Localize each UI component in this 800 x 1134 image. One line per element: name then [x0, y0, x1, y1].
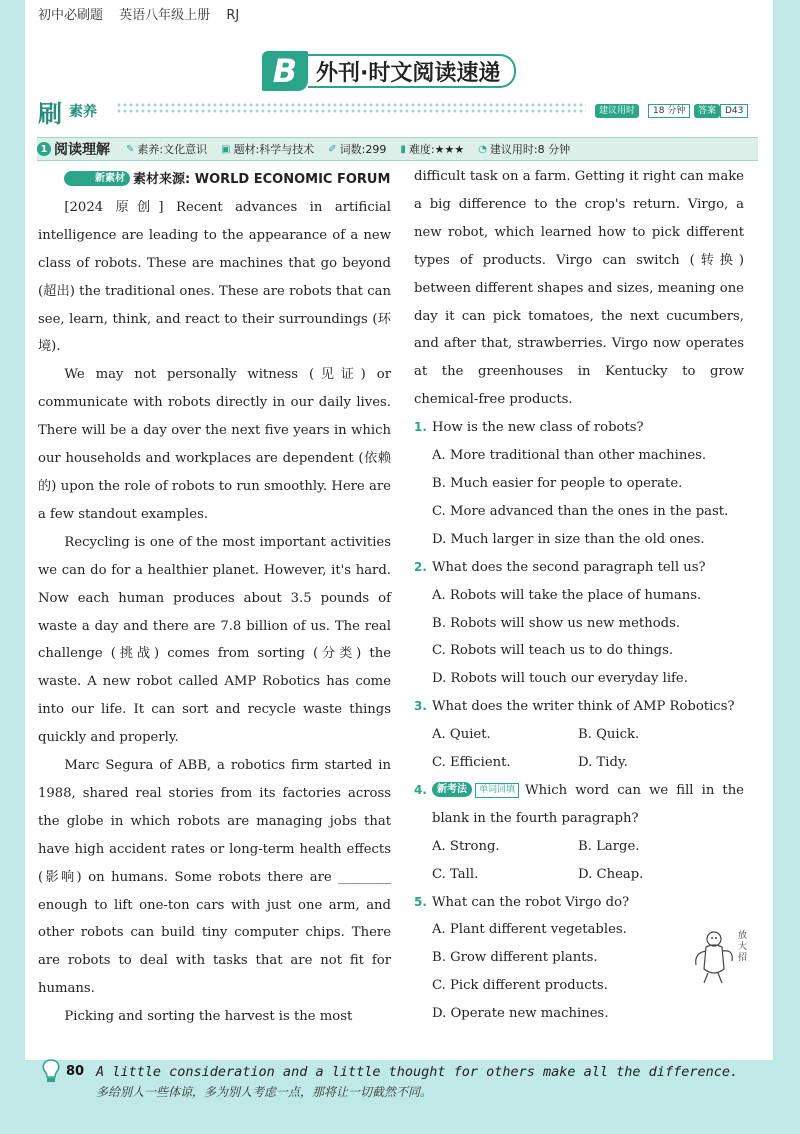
- paragraph-5-end: difficult task on a farm. Getting it right can make a big difference to the crop's return. Virgo, a new robot, which learned how to pick different types of products. Virgo can switch (转换) between different shapes and sizes, meaning one day it can pick tomatoes, the next cucumbers, and after that, strawberries. Virgo now operates at the greenhouses in Kentucky to grow chemical-free products.: [414, 169, 744, 408]
- question-number: 3.: [414, 699, 427, 714]
- option-row: [414, 749, 744, 777]
- question-number: 1.: [414, 420, 427, 435]
- option: A. More traditional than other machines.: [432, 448, 707, 464]
- answer-tag: 答案: [694, 104, 720, 118]
- info-time-text: 建议用时:8 分钟: [489, 143, 571, 156]
- option: B. Much easier for people to operate.: [432, 475, 683, 491]
- option: B. Robots will show us new methods.: [432, 615, 681, 631]
- info-wordcount-text: 词数:299: [339, 143, 387, 156]
- paragraph-4: Marc Segura of ABB, a robotics firm started in 1988, shared real stories from its factories across the globe in which robots are managing jobs that have high accident rates or long-term health effects (影响) on humans. Some robots there are ________ enough to lift one-ton cars with just one arm, and other robots can build tiny computer chips. There are robots to deal with tasks that are not fit for humans.: [38, 758, 391, 997]
- feather-icon: ✎: [126, 143, 135, 155]
- option: C. Efficient.: [432, 755, 511, 771]
- chart-icon: ▮: [400, 143, 406, 155]
- option: B. Large.: [578, 838, 640, 854]
- option-row: [414, 833, 744, 861]
- new-method-badge: 新考法: [432, 782, 472, 797]
- article-source-text: 素材来源: WORLD ECONOMIC FORUM: [133, 172, 391, 187]
- info-literacy: [126, 141, 207, 157]
- section-name: 素养: [69, 104, 97, 120]
- time-value: 18 分钟: [648, 104, 690, 118]
- question-stem: What can the robot Virgo do?: [432, 894, 630, 910]
- unit-title-text: 外刊·时文阅读速递: [308, 54, 516, 88]
- option: D. Tidy.: [578, 755, 628, 771]
- paragraph-2: We may not personally witness (见证) or communicate with robots directly in our daily lives. There will be a day over the next five years in which our households and workplaces are dependent (依赖的) upon the role of robots to run smoothly. Here are a few standout examples.: [38, 367, 391, 522]
- question-stem: What does the writer think of AMP Robotics?: [432, 699, 735, 715]
- book-icon: ▣: [221, 143, 231, 155]
- header-edition: RJ: [226, 8, 240, 23]
- running-header: [38, 4, 251, 23]
- reading-title-text: 阅读理解: [54, 142, 110, 158]
- info-topic-text: 题材:科学与技术: [233, 143, 315, 156]
- pencil-icon: ✐: [328, 143, 337, 155]
- page-number: 80: [66, 1064, 85, 1079]
- time-tag: 建议用时: [595, 104, 639, 118]
- page-footer: [0, 1052, 800, 1134]
- info-literacy-text: 素养:文化意识: [137, 143, 208, 156]
- option: A. Strong.: [432, 838, 500, 854]
- unit-title: [262, 52, 516, 90]
- question-5: [414, 889, 744, 917]
- article-right-column: [414, 163, 744, 1028]
- section-brush-char: 刷: [38, 100, 62, 128]
- option: D. Robots will touch our everyday life.: [432, 671, 688, 687]
- answer-value: D43: [720, 104, 748, 118]
- option: C. Pick different products.: [432, 978, 608, 994]
- footer-quote-chinese: 多给别人一些体谅，多为别人考虑一点，那将让一切截然不同。: [96, 1085, 433, 1099]
- option: A. Quiet.: [432, 727, 491, 743]
- section-number: 1: [37, 142, 51, 156]
- mascot-illustration: [690, 925, 760, 985]
- question-number: 2.: [414, 559, 427, 574]
- header-book: 初中必刷题: [38, 8, 104, 23]
- question-2: [414, 554, 744, 582]
- info-time: [478, 141, 570, 157]
- reading-title: [37, 139, 110, 159]
- article-left-column: [38, 166, 391, 1031]
- footer-quote-english: A little consideration and a little thought for others make all the difference.: [96, 1064, 739, 1080]
- question-1: [414, 414, 744, 442]
- fill-word-badge: 单词回填: [475, 783, 519, 798]
- info-topic: [221, 141, 314, 157]
- question-stem: What does the second paragraph tell us?: [432, 559, 706, 575]
- paragraph-3: Recycling is one of the most important activities we can do for a healthier planet. However, it's hard. Now each human produces about 3.5 pounds of waste a day and there are 7.8 billion of us. The real challenge (挑战) comes from sorting (分类) the waste. A new robot called AMP Robotics has come into our life. It can sort and recycle waste things quickly and properly.: [38, 534, 391, 746]
- option-row: [414, 721, 744, 749]
- unit-letter-badge: B: [262, 51, 308, 91]
- option: D. Cheap.: [578, 866, 644, 882]
- article-source: [38, 166, 391, 194]
- option: B. Quick.: [578, 727, 640, 743]
- option: C. Robots will teach us to do things.: [432, 643, 674, 659]
- section-header: [38, 94, 758, 128]
- question-stem: Which word can we fill in the blank in the fourth paragraph?: [432, 782, 744, 826]
- option: A. Plant different vegetables.: [432, 922, 627, 938]
- info-difficulty: [400, 141, 464, 157]
- header-subject: 英语八年级上册: [119, 8, 211, 23]
- paragraph-5-start: Picking and sorting the harvest is the most: [64, 1009, 353, 1025]
- question-stem: How is the new class of robots?: [432, 420, 644, 436]
- question-number: 5.: [414, 894, 427, 909]
- option: A. Robots will take the place of humans.: [432, 587, 702, 603]
- info-difficulty-text: 难度:★★★: [408, 143, 465, 156]
- question-number: 4.: [414, 782, 427, 797]
- mascot-label: 放大招: [738, 931, 748, 963]
- info-wordcount: [328, 141, 386, 157]
- lightbulb-icon: [40, 1058, 62, 1084]
- option: D. Operate new machines.: [432, 1006, 609, 1022]
- option: B. Grow different plants.: [432, 950, 598, 966]
- option: D. Much larger in size than the old ones.: [432, 531, 705, 547]
- option-row: [414, 861, 744, 889]
- dotted-divider: [116, 102, 586, 114]
- reading-info-bar: [37, 137, 758, 161]
- new-material-badge: 新素材: [64, 171, 130, 186]
- option: C. Tall.: [432, 866, 479, 882]
- clock-icon: ◔: [478, 143, 487, 155]
- option: C. More advanced than the ones in the past.: [432, 503, 729, 519]
- paragraph-1: [2024 原创] Recent advances in artificial intelligence are leading to the appearance of a new class of robots. These are machines that go beyond (超出) the traditional ones. These are robots that can see, learn, think, and react to their surroundings (环境).: [38, 199, 391, 355]
- question-4: [414, 777, 744, 833]
- question-3: [414, 693, 744, 721]
